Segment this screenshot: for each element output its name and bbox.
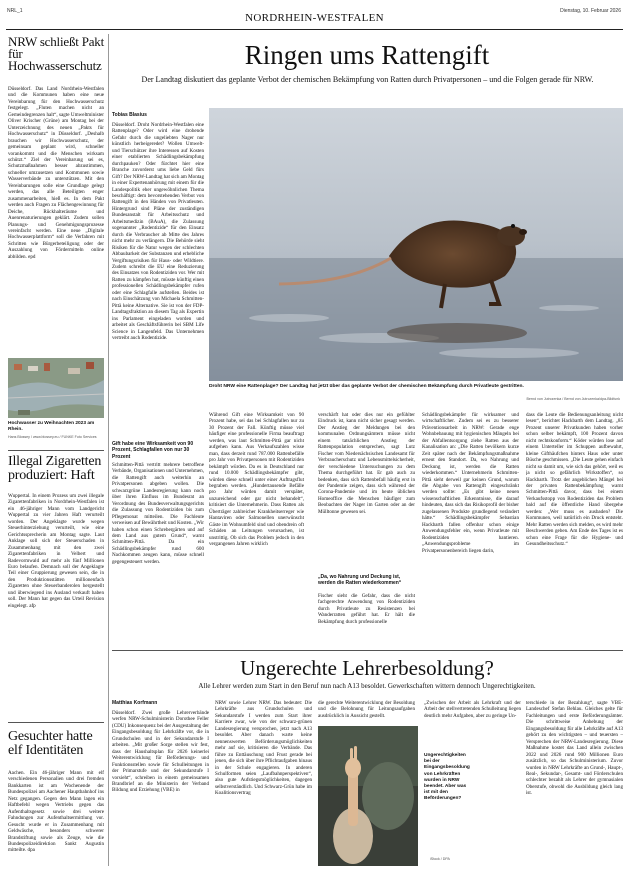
main-subtitle: Der Landtag diskutiert das geplante Verbot der chemischen Bekämpfung von Ratten durch Privatpersonen – und die Folgen gerade für NRW. bbox=[141, 75, 594, 84]
lower-subtitle: Alle Lehrer werden zum Start in den Beruf nun nach A13 besoldet. Gewerkschaften wittern dennoch Ungerechtigkeiten. bbox=[198, 682, 536, 690]
lower-author: Matthias Korfmann bbox=[112, 700, 158, 706]
story-identitaeten-text: Aachen. Ein 46-jähriger Mann mit elf verschiedenen Personalien und drei fremden Bankkarten ist am Wochenende der Bundespolizei am Aachener Hauptbahnhof ins Netz gegangen. Gegen den Mann lagen ein Haftbefehl wegen Vertriebs gegen das Aufenthaltsgesetz sowie drei weitere Fahndungen zur Aufenthaltsermittlung vor. Gesucht wurde er in Zusammenhang mit Geldwäsche, besonders schwerer Brandstiftung sowie als Zeuge, wie die Bundespolizeidirektion Sankt Augustin mitteilte. dpa bbox=[8, 770, 104, 854]
rat-photo-caption: Droht NRW eine Rattenplage? Der Landtag hat jetzt über das geplante Verbot der chemischen Bekämpfung durch Privatleute gestritten. bbox=[209, 384, 524, 389]
story-zigaretten-title: Illegal Zigaretten produziert: Haft bbox=[8, 454, 102, 483]
main-col5-text: dass die Leute die Bedienungsanleitung nicht lesen“, berichtet Hackbarth dem Landtag. „85 Prozent unserer Privatkunden haben vorher schon selber bekämpft, 100 Prozent davon nicht rechtskonform.“ Köder würden lose auf einem Unterteller im Schuppen aufbewahrt, kleine Gifthäufchen hinters Haus oder unter Büsche geschmissen. „Die Leute gehen einfach nicht so damit um, wie sich das gehört, weil es ja nicht so gefährlich Wirkstoffen“, so Hackbarth. Trotz der angeblichen Mängel bei der privaten Rattenbekämpfung warnt Schmitten-Pittä davor, dass bei einem Verkaufsstopp von Rodentiziden das Problem bald auf die öffentliche Hand übergehe werden: „Wer muss es ausbaden? Die Kommunen, weil natürlich ein Druck entsteht. Mehr Ratten werden sich melden, es wird mehr Beschwerden geben. Am Ende des Tages ist es schon eine Frage für die Hygiene- und Gesundheitsschutz.“ bbox=[526, 412, 623, 548]
teacher-photo-credit: iStock / DPA bbox=[430, 857, 450, 861]
lower-col3-text: die gerechte Weiterentwicklung der Besoldung und die Belohnung für Leitungsaufgaben ausdrücklich in Aussicht gestellt. bbox=[318, 700, 415, 719]
main-col1-text: Düsseldorf. Droht Nordrhein-Westfalen eine Rattenplage? Oder wird eine drohende Gefahr durch die ungeliebten Nager nur künstlich herbeigeredet? Wollen Umwelt- und Tierschützer ihre Interessen auf Kosten einer etablierten Schädlingsbekämpfung durchpauken? Oder fürchtet hier eine Branche zuvorderst ums liebe Geld fürs Gift? Der NRW-Landtag hat sich am Montag in einer Expertenanhörung mit einem für die Landespolitik eher ungewöhnlichen Thema beschäftigt: dem bevorstehenden Verbot von Rattengift in den Händen von Privatleuten. Hintergrund sind Pläne der zuständigen Bundesanstalt für Arbeitsschutz und Arbeitsmedizin (BAuA), die Zulassung sogenannter „Rodentizide“ für den Einsatz durch die Verbraucher ab Mitte des Jahres nicht mehr zu verlängern. Die Behörde sieht Risiken für die Natur wegen der schlechten Abbaubarkeit der Substanzen und erhebliche Vergiftungsrisiken für Haus- oder Wildtiere. Zudem schreibt die EU eine Reduzierung des Einsatzes von Rodentiziden vor. Wer mit Ratten zu kämpfen hat, müsste künftig einen professionellen Schädlingsbekämpfer rufen oder eine Schlagfalle aufstellen. Beides ist nach Einschätzung von Michaela Schmitten-Pittä keine Alternative. Sie ist von der FDP-Landtagsfraktion an diesem Tag als Expertin ins Parlament eingeladen worden und arbeitet als Geschäftsführerin bei SBM Life Science in Langenfeld. Das Unternehmen vertreibt auch Rodentizide. bbox=[112, 122, 204, 341]
flood-photo-credit: Hans Blossey / www.blossey.eu / FUNKE Foto Services bbox=[8, 435, 97, 439]
rat-photo-credit: Bernd von Jutrczenka / Bernd von Jutrczenka/dpa-Bildfunk bbox=[526, 397, 620, 401]
rat-photo bbox=[209, 108, 623, 381]
main-col1-subhead: Gift habe eine Wirksamkeit von 90 Prozent, Schlagfallen von nur 30 Prozent bbox=[112, 441, 194, 460]
lower-headline: Ungerechte Lehrerbesoldung? bbox=[240, 656, 494, 680]
raised-hand-image bbox=[318, 726, 418, 866]
section-title: NORDRHEIN-WESTFALEN bbox=[245, 12, 384, 24]
teacher-photo bbox=[318, 726, 418, 866]
lower-col1-text: Düsseldorf. Zwei große Lehrerverbände werfen NRW-Schulministerin Dorothee Feller (CDU) Inkonsequenz bei der Ausgestaltung der Eingangsbesoldung für Lehrkräfte vor, die in Grundschulen und in der Sekundarstufe I arbeiten. „Mit großer Sorge stellen wir fest, dass der Haushaltsplan für 2026 keinerlei Weiterentwicklung für Beförderungs- und Funktionsstellen sowie für Schulleitungen in der Primarstufe und der Sekundarstufe I vorsieht“, schreiben in einem gemeinsamen Brandbrief an die Ministerin der Verband Bildung und Erziehung (VBE) in bbox=[112, 710, 209, 794]
left-column-rule bbox=[108, 34, 109, 866]
flood-photo bbox=[8, 358, 104, 418]
main-col4-text: Schädlingsbekämpfer für wirksamer und wirtschaftlicher. Zudem sei es zu besserer Präventionsarbeit in NRW: Gerade enge Wohnbebauung mit hygienischen Mängeln bei der Abfallentsorgung ziehe Ratten aus der Kanalisation an: „Die Ratten bevölkern kurze Zeit später nach der Bekämpfungsmaßnahme erneut den Standort. Da, wo Nahrung und Deckung ist, werden die Ratten wiederkommen.“ Unternehmerin Schmitten-Pittä sieht derweil gar keinen Grund, warum die Abgabe von Rattengift eingeschränkt werden sollte: „Es gibt keine neuen wissenschaftlichen Erkenntnisse, die darauf hindeuten, dass sich das Risikoprofil der bisher zugelassenen Produkte grundlegend verändert hätte.“ Schädlingsbekämpfer Sebastian Hackbarth fallen offenbar schon einige Anwendungsfehler ein, wenn Privatleute mit Rodentiziden hantieren. „Anwendungsprobleme im Privatpersonenbereich liegen darin, bbox=[422, 412, 519, 554]
rat-on-ice-image bbox=[209, 108, 623, 381]
lower-col5-text: terschiede in der Bezahlung“, sagte VBE-Landeschef Stefan Behlau. Gleiches gelte für Fachleitungen und erste Beförderungsämter. Die schrittweise Anhebung der Eingangsbesoldung für alle Lehrkräfte auf A13 gehört zu den wichtigsten – und teuersten – Versprechen der NRW-Landesregierung. Diese Maßnahme kostet das Land allein zwischen 2022 und 2026 rund 900 Millionen Euro zusätzlich, so das Schulministerium. Zuvor wurden in NRW Lehrkräfte an Grund-, Haupt-, Real-, Sekundar-, Gesamt- und Förderschulen schlechter bezahlt als Lehrer der gymnasialen Oberstufe, obwohl die Ausbildung gleich lang ist. bbox=[526, 700, 623, 797]
page-number: NRL_1 bbox=[7, 8, 23, 14]
story-identitaeten-title: Gesuchter hatte elf Identitäten bbox=[8, 729, 93, 758]
lower-col2-text: NRW sowie Lehrer NRW. Das bedeutet: Die Lehrkräfte aus Grundschulen und Sekundarstufe I werden zum Start ihrer Karriere zwar, wie von der schwarz-grünen Landesregierung versprochen, jetzt nach A13 besoldet. Aber danach warte keine nennenswerten Beförderungsmöglichkeiten mehr auf sie, kritisieren die Verbände. Das führe zu Enttäuschung und Frust gerade bei jenen, die sich über ihre Pflichtaufgaben hinaus in der Schule engagieren. In anderen Schulformen seien „Laufbahnperspektiven“, also gute Aufstiegsmöglichkeiten, dagegen selbstverständlich. Und Schwarz-Grün habe im Koalitionsvertrag bbox=[215, 700, 312, 797]
header-rule bbox=[6, 29, 623, 30]
flood-photo-caption: Hochwasser zu Weihnachten 2023 am Rhein. bbox=[8, 421, 95, 432]
main-bottom-rule bbox=[112, 650, 623, 651]
main-author: Tobias Blasius bbox=[112, 112, 147, 118]
story-hochwasser-text: Düsseldorf. Das Land Nordrhein-Westfalen und die Kommunen haben eine neue Vereinbarung für den Hochwasserschutz festgelegt. „Fluten machen nicht an Gemeindegrenzen halt“, sagte Umweltminister Oliver Krischer (Grüne) am Montag bei der Unterzeichnung des neuen „Pakts für Hochwasserschutz“ in Düsseldorf. „Deshalb brauchen wir Hochwasserschutz, der gemeinsam geplant wird, schneller vorankommt und die Menschen wirksam schützt.“ Ziel der Vereinbarung sei es, Schutzmaßnahmen besser abzustimmen, schneller umzusetzen und Kommunen sowie Wasserverbände zu unterstützen. Mit den Vereinbarungen solle eine Grundlage gelegt werden, das alle Beteiligten enger zusammenarbeiten, hieß es. In dem Pakt werden auch Fragen zu Flächengewinnung für Deiche, Rückhalteräume und Auenrenaturierungen geklärt. Zudem sollen Planungs- und Genehmigungsprozesse vereinfacht werden. Eine neue „Digitale Hochwasserplattform“ soll die Verfahren mit Schritten wie Bürgerbeteiligung oder der Auszahlung von Fördermitteln online abbilden. epd bbox=[8, 86, 104, 260]
story-zigaretten-text: Wuppertal. In einem Prozess um zwei illegale Zigarettenfabriken in Nordrhein-Westfalen ist ein 46-jähriger Mann vom Landgericht Wuppertal zu vier Jahren Haft verurteilt worden. Der Angeklagte wurde wegen Steuerhinterziehung verurteilt, wie eine Gerichtssprecherin am Montag sagte. Laut Anklage soll sich der Steuerschaden in Zusammenhang mit den zwei Zigarettenfabriken in Velbert und Radevormwald auf mehr als fünf Millionen Euro belaufen. Demnach soll der Angeklagte Teil einer Gruppierung gewesen sein, die in den Produktionsstätten millionenfach Zigaretten ohne Steuerbanderolen hergestellt und überwiegend ins Ausland verkauft haben soll. Der Mann hat gegen das Urteil Revision eingelegt. afp bbox=[8, 493, 104, 609]
main-col3-subhead: „Da, wo Nahrung und Deckung ist, werden die Ratten wiederkommen“ bbox=[318, 574, 402, 587]
left-divider-1 bbox=[8, 450, 104, 451]
story-hochwasser-title: NRW schließt Pakt für Hochwasserschutz bbox=[8, 34, 105, 73]
main-col1-tail: Schmitten-Pittä vertritt mehrere betroffene Verbände, Organisationen und Unternehmen, die Rattengift auch weiterhin an Privatpersonen abgeben wollen. Die schwarzgrüne Landesregierung kann noch über ihren Einfluss im Bundesrat an Verordnung des Bundesverwaltungsgerichts die Zulassung von Rodentiziden bis zum Pflegemonat mitteilen. Die Fachleute verweisen auf Bewährtheit und Kosten. „Wir haben schon einen Schrebergärten und auf dem Land aus gutem Grund“, warnt Schmitten-Pittä. Da ein Schädlingsbekämpfer rund 600 Nachkommen zeugen kann, müsse schnell gegengesteuert werden. bbox=[112, 462, 204, 565]
lower-col4-text: „Zwischen der Arbeit als Lehrkraft und der Arbeit der stellvertretenden Schulleitung liegen deutlich mehr Aufgaben, aber zu geringe Un- bbox=[424, 700, 521, 719]
flood-aerial-image bbox=[8, 358, 104, 418]
main-col2-text: Während Gift eine Wirksamkeit von 90 Prozent habe, sei das bei Schlagfallen nur zu 30 Prozent der Fall. Künftig müsse viel häufiger eine professionelle Firma beauftragt werden, was laut Schmitten-Pittä gar nicht aufgehen kann. Aus Verkaufszahlen wisse man, dass derzeit rund 787.000 Rattenbefälle pro Jahr von Privatpersonen mit Rodentiziden bekämpft würden. Da es in Deutschland nur rund 10.000 Schädlingsbekämpfer gibt, würden diese schnell unter einer Auftragsflut begraben werden. „Hundertausende Befälle pro Jahr würden damit verspätet, unzureichend oder gar nicht behandelt“, kritisiert die Unternehmerin. Dass Ratten als Überträger zahlreicher Krankheitserreger wie Hantaviren oder Salmonellen unerwünscht Gäste im Wohnumfeld sind und obendrein oft Schäden an Leitungen verursachen, ist unstrittig. Ob sich das Problem jedoch in den vergangenen Jahren wirklich bbox=[209, 412, 304, 548]
issue-date: Dienstag, 10. Februar 2026 bbox=[560, 8, 621, 14]
main-col3-text: verschärft hat oder dies nur ein gefühlter Eindruck ist, kann nicht sicher gesagt werden. Der Anstieg der Meldungen bei den kommunalen Ordnungsämtern müsse nicht einem tatsächlichen Anstieg der Rattenpopulation entsprechen, sagt Lutz Fischer vom Niedersächsischen Landesamt für Verbraucherschutz und Lebensmittelsicherheit, der verschiedene Untersuchungen zu dem Thema durchgeführt hat. Er gab auch zu bedenken, dass sich Rattenbefall häufig erst in der Pandemie zeigen, dass sich während der Corona-Pandemie und im heute üblichen Homeoffice die Menschen häufiger zum Beobachten der Nager im Garten oder an der Mülltonne gewesen sei. bbox=[318, 412, 415, 515]
teacher-photo-caption: Ungerechtigkeiten bei der Eingangsbesoldung von Lehrkräften wurden in NRW beendet. Aber was ist mit den Beförderungen? bbox=[424, 753, 470, 802]
main-headline: Ringen ums Rattengift bbox=[244, 40, 490, 70]
left-divider-2 bbox=[8, 722, 104, 723]
main-col3-tail: Fischer sieht die Gefahr, dass die nicht fachgerechte Anwendung von Rodentiziden durch Privatleute zu Resistenzen bei Wanderratten geführt hat. Er hält die Bekämpfung durch professionelle bbox=[318, 593, 415, 625]
